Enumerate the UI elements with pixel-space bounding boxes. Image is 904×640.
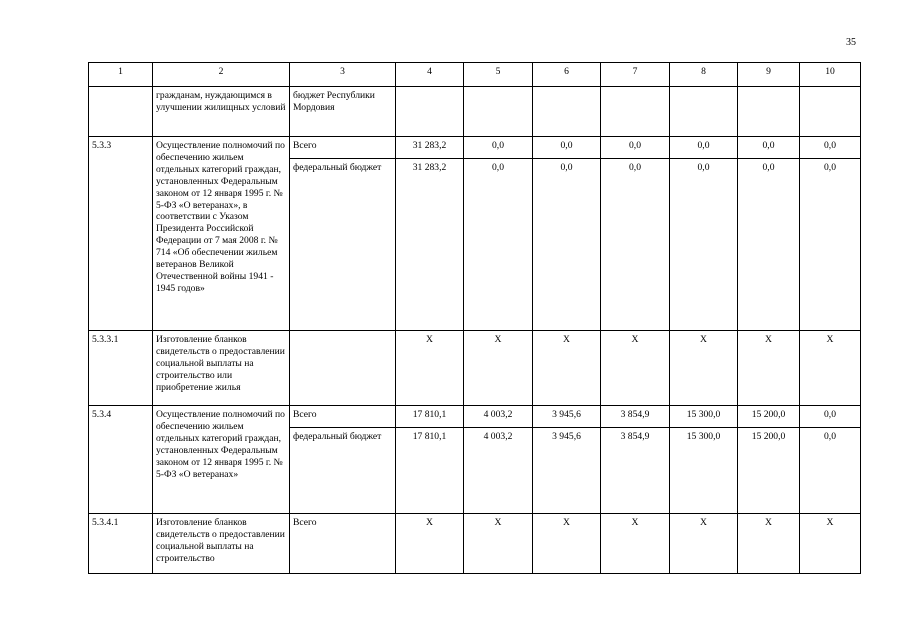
header-cell: 3 bbox=[290, 63, 396, 87]
value-cell: X bbox=[800, 514, 861, 574]
value-cell: 3 854,9 bbox=[601, 406, 670, 428]
header-cell: 5 bbox=[464, 63, 533, 87]
table-row bbox=[89, 406, 861, 428]
value-cell: X bbox=[396, 331, 464, 406]
header-cell: 2 bbox=[153, 63, 290, 87]
value-cell: 4 003,2 bbox=[464, 428, 533, 514]
value-cell: X bbox=[464, 514, 533, 574]
value-cell bbox=[396, 87, 464, 137]
value-cell: 3 945,6 bbox=[533, 406, 601, 428]
header-cell: 4 bbox=[396, 63, 464, 87]
header-cell: 7 bbox=[601, 63, 670, 87]
value-cell: 0,0 bbox=[800, 406, 861, 428]
value-cell: X bbox=[533, 331, 601, 406]
value-cell: 0,0 bbox=[601, 159, 670, 331]
value-cell: X bbox=[670, 331, 738, 406]
value-cell: 0,0 bbox=[670, 159, 738, 331]
value-cell: 0,0 bbox=[533, 159, 601, 331]
row-source-cell: федеральный бюджет bbox=[290, 428, 396, 514]
page-number: 35 bbox=[846, 37, 856, 48]
value-cell: 0,0 bbox=[670, 137, 738, 159]
value-cell: 0,0 bbox=[738, 159, 800, 331]
value-cell: X bbox=[800, 331, 861, 406]
value-cell: 31 283,2 bbox=[396, 137, 464, 159]
table-row bbox=[89, 87, 861, 137]
row-name-cell: Изготовление бланков свидетельств о предоставлении социальной выплаты на строительство bbox=[153, 514, 290, 574]
value-cell bbox=[738, 87, 800, 137]
header-cell: 8 bbox=[670, 63, 738, 87]
row-number-cell: 5.3.4.1 bbox=[89, 514, 153, 574]
header-cell: 6 bbox=[533, 63, 601, 87]
program-table bbox=[88, 62, 861, 574]
header-row bbox=[89, 63, 861, 87]
value-cell: 0,0 bbox=[464, 137, 533, 159]
value-cell: X bbox=[396, 514, 464, 574]
value-cell: 0,0 bbox=[601, 137, 670, 159]
value-cell bbox=[601, 87, 670, 137]
value-cell: 17 810,1 bbox=[396, 428, 464, 514]
value-cell bbox=[533, 87, 601, 137]
value-cell: 31 283,2 bbox=[396, 159, 464, 331]
row-name-cell: гражданам, нуждающимся в улучшении жилищных условий bbox=[153, 87, 290, 137]
value-cell: 0,0 bbox=[800, 428, 861, 514]
value-cell: X bbox=[533, 514, 601, 574]
table-row bbox=[89, 514, 861, 574]
value-cell: 0,0 bbox=[800, 137, 861, 159]
table-row bbox=[89, 137, 861, 159]
header-cell: 1 bbox=[89, 63, 153, 87]
value-cell: 15 200,0 bbox=[738, 406, 800, 428]
value-cell: X bbox=[738, 514, 800, 574]
value-cell bbox=[800, 87, 861, 137]
value-cell: X bbox=[670, 514, 738, 574]
value-cell: 15 300,0 bbox=[670, 428, 738, 514]
header-cell: 9 bbox=[738, 63, 800, 87]
value-cell: 0,0 bbox=[533, 137, 601, 159]
value-cell: 15 300,0 bbox=[670, 406, 738, 428]
row-name-cell: Осуществление полномочий по обеспечению жильем отдельных категорий граждан, установленных Федеральным законом от 12 января 1995 г. № 5-ФЗ «О ветеранах», в соответствии с Указом Президента Российской Федерации от 7 мая 2008 г. № 714 «Об обеспечении жильем ветеранов Великой Отечественной войны 1941 - 1945 годов» bbox=[153, 137, 290, 331]
value-cell: 0,0 bbox=[464, 159, 533, 331]
value-cell: 0,0 bbox=[800, 159, 861, 331]
value-cell: 3 854,9 bbox=[601, 428, 670, 514]
header-cell: 10 bbox=[800, 63, 861, 87]
row-number-cell: 5.3.4 bbox=[89, 406, 153, 514]
value-cell: 15 200,0 bbox=[738, 428, 800, 514]
value-cell: X bbox=[601, 331, 670, 406]
row-source-cell: федеральный бюджет bbox=[290, 159, 396, 331]
row-source-cell: Всего bbox=[290, 406, 396, 428]
value-cell: X bbox=[601, 514, 670, 574]
row-source-cell bbox=[290, 331, 396, 406]
value-cell bbox=[670, 87, 738, 137]
value-cell bbox=[464, 87, 533, 137]
row-source-cell: Всего bbox=[290, 137, 396, 159]
row-number-cell: 5.3.3.1 bbox=[89, 331, 153, 406]
value-cell: 3 945,6 bbox=[533, 428, 601, 514]
row-name-cell: Осуществление полномочий по обеспечению жильем отдельных категорий граждан, установленных Федеральным законом от 12 января 1995 г. № 5-ФЗ «О ветеранах» bbox=[153, 406, 290, 514]
row-number-cell bbox=[89, 87, 153, 137]
value-cell: 17 810,1 bbox=[396, 406, 464, 428]
row-number-cell: 5.3.3 bbox=[89, 137, 153, 331]
row-name-cell: Изготовление бланков свидетельств о предоставлении социальной выплаты на строительство или приобретение жилья bbox=[153, 331, 290, 406]
value-cell: 4 003,2 bbox=[464, 406, 533, 428]
row-source-cell: Всего bbox=[290, 514, 396, 574]
row-source-cell: бюджет Республики Мордовия bbox=[290, 87, 396, 137]
table-row bbox=[89, 331, 861, 406]
value-cell: X bbox=[464, 331, 533, 406]
value-cell: 0,0 bbox=[738, 137, 800, 159]
value-cell: X bbox=[738, 331, 800, 406]
